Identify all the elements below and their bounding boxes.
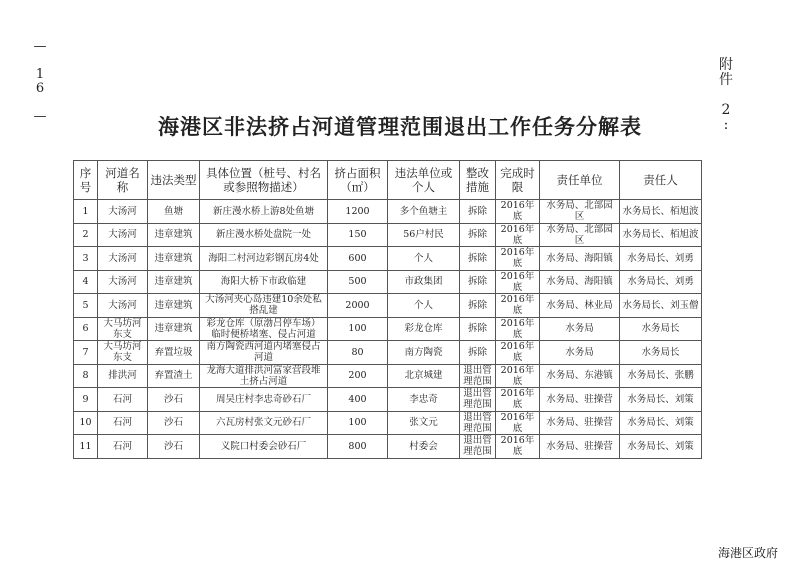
table-header-row <box>74 161 702 200</box>
table-cell: 1200 <box>328 200 388 224</box>
table-cell: 200 <box>328 364 388 388</box>
table-cell: 大汤河 <box>98 270 148 294</box>
table-cell: 4 <box>74 270 98 294</box>
table-cell: 拆除 <box>460 247 496 271</box>
table-cell: 海阳大桥下市政临建 <box>200 270 328 294</box>
table-cell: 大汤河 <box>98 247 148 271</box>
table-cell: 6 <box>74 317 98 341</box>
table-cell: 56户村民 <box>388 223 460 247</box>
table-cell: 鱼塘 <box>148 200 200 224</box>
table-cell: 水务局长、刘策 <box>620 411 702 435</box>
table-cell: 多个鱼塘主 <box>388 200 460 224</box>
table-row <box>74 341 702 365</box>
table-cell: 义院口村委会砂石厂 <box>200 435 328 459</box>
table-row <box>74 364 702 388</box>
table-cell: 大马坊河东支 <box>98 317 148 341</box>
table-row <box>74 247 702 271</box>
table-cell: 大汤河 <box>98 294 148 318</box>
column-header: 完成时限 <box>496 161 540 200</box>
table-cell: 张文元 <box>388 411 460 435</box>
table-row <box>74 317 702 341</box>
column-header: 责任人 <box>620 161 702 200</box>
table-cell: 海阳二村河边彩钢瓦房4处 <box>200 247 328 271</box>
table-cell: 2016年底 <box>496 411 540 435</box>
table-cell: 500 <box>328 270 388 294</box>
table-cell: 400 <box>328 388 388 412</box>
table-cell: 水务局长 <box>620 341 702 365</box>
table-cell: 排洪河 <box>98 364 148 388</box>
table-cell: 600 <box>328 247 388 271</box>
table-cell: 水务局、北部园区 <box>540 223 620 247</box>
table-cell: 3 <box>74 247 98 271</box>
table-row <box>74 435 702 459</box>
table-cell: 水务局、北部园区 <box>540 200 620 224</box>
table-row <box>74 411 702 435</box>
table-cell: 水务局 <box>540 341 620 365</box>
table-cell: 80 <box>328 341 388 365</box>
table-cell: 2016年底 <box>496 223 540 247</box>
column-header: 整改措施 <box>460 161 496 200</box>
table-row <box>74 294 702 318</box>
table-cell: 退出管理范围 <box>460 388 496 412</box>
table-cell: 市政集团 <box>388 270 460 294</box>
table-cell: 个人 <box>388 294 460 318</box>
column-header: 序号 <box>74 161 98 200</box>
table-cell: 龙海大道排洪河富家营段堆土挤占河道 <box>200 364 328 388</box>
table-cell: 大汤河 <box>98 223 148 247</box>
table-cell: 违章建筑 <box>148 294 200 318</box>
table-cell: 水务局、驻操营 <box>540 435 620 459</box>
table-cell: 六瓦房村张文元砂石厂 <box>200 411 328 435</box>
table-cell: 拆除 <box>460 341 496 365</box>
page-number: — 1 6 — <box>33 39 47 124</box>
table-cell: 水务局长、刘策 <box>620 388 702 412</box>
table-cell: 2016年底 <box>496 294 540 318</box>
table-cell: 违章建筑 <box>148 270 200 294</box>
table-row <box>74 388 702 412</box>
column-header: 河道名称 <box>98 161 148 200</box>
table-cell: 水务局、海阳镇 <box>540 270 620 294</box>
table-cell: 9 <box>74 388 98 412</box>
table-cell: 拆除 <box>460 270 496 294</box>
table-cell: 弃置垃圾 <box>148 341 200 365</box>
table-cell: 大汤河 <box>98 200 148 224</box>
table-cell: 拆除 <box>460 223 496 247</box>
table-row <box>74 223 702 247</box>
document-title: 海港区非法挤占河道管理范围退出工作任务分解表 <box>158 114 642 139</box>
table-cell: 水务局长、刘策 <box>620 435 702 459</box>
table-cell: 11 <box>74 435 98 459</box>
table-cell: 南方陶瓷西河道内堵塞侵占河道 <box>200 341 328 365</box>
table-cell: 2016年底 <box>496 270 540 294</box>
attachment-label: 附 件 2 : <box>719 57 733 133</box>
table-cell: 2016年底 <box>496 388 540 412</box>
table-cell: 彩龙仓库（原渤吕停车场）临时便桥堵塞、侵占河道 <box>200 317 328 341</box>
table-cell: 新庄漫水桥上游8处鱼塘 <box>200 200 328 224</box>
table-cell: 水务局长、栢旭波 <box>620 200 702 224</box>
table-cell: 2016年底 <box>496 341 540 365</box>
task-table <box>73 160 702 459</box>
table-cell: 大马坊河东支 <box>98 341 148 365</box>
table-cell: 100 <box>328 411 388 435</box>
table-cell: 水务局、东港镇 <box>540 364 620 388</box>
table-cell: 水务局长、张鹏 <box>620 364 702 388</box>
table-cell: 个人 <box>388 247 460 271</box>
table-cell: 8 <box>74 364 98 388</box>
table-cell: 李忠奇 <box>388 388 460 412</box>
table-cell: 违章建筑 <box>148 223 200 247</box>
table-cell: 2016年底 <box>496 200 540 224</box>
source-watermark: 海港区政府 <box>718 546 779 560</box>
table-cell: 大汤河夹心岛违建10余处私搭乱建 <box>200 294 328 318</box>
table-cell: 2 <box>74 223 98 247</box>
table-cell: 2016年底 <box>496 435 540 459</box>
column-header: 挤占面积（㎡） <box>328 161 388 200</box>
table-cell: 2000 <box>328 294 388 318</box>
table-cell: 水务局、林业局 <box>540 294 620 318</box>
table-cell: 弃置渣土 <box>148 364 200 388</box>
table-cell: 150 <box>328 223 388 247</box>
table-cell: 5 <box>74 294 98 318</box>
table-cell: 2016年底 <box>496 317 540 341</box>
table-cell: 退出管理范围 <box>460 435 496 459</box>
table-cell: 水务局、驻操营 <box>540 388 620 412</box>
table-cell: 10 <box>74 411 98 435</box>
table-cell: 水务局长、栢旭波 <box>620 223 702 247</box>
table-cell: 拆除 <box>460 200 496 224</box>
table-cell: 水务局长、刘勇 <box>620 270 702 294</box>
table-cell: 水务局、海阳镇 <box>540 247 620 271</box>
table-cell: 水务局 <box>540 317 620 341</box>
column-header: 责任单位 <box>540 161 620 200</box>
table-cell: 违章建筑 <box>148 247 200 271</box>
table-cell: 石河 <box>98 435 148 459</box>
column-header: 违法类型 <box>148 161 200 200</box>
table-cell: 沙石 <box>148 388 200 412</box>
table-cell: 石河 <box>98 411 148 435</box>
table-cell: 800 <box>328 435 388 459</box>
table-cell: 石河 <box>98 388 148 412</box>
table-cell: 水务局、驻操营 <box>540 411 620 435</box>
table-cell: 2016年底 <box>496 247 540 271</box>
column-header: 违法单位或个人 <box>388 161 460 200</box>
table-cell: 退出管理范围 <box>460 411 496 435</box>
table-row <box>74 200 702 224</box>
table-cell: 2016年底 <box>496 364 540 388</box>
table-cell: 水务局长、刘玉僧 <box>620 294 702 318</box>
table-cell: 拆除 <box>460 294 496 318</box>
table-cell: 违章建筑 <box>148 317 200 341</box>
table-cell: 拆除 <box>460 317 496 341</box>
table-cell: 北京城建 <box>388 364 460 388</box>
column-header: 具体位置（桩号、村名或参照物描述） <box>200 161 328 200</box>
table-cell: 沙石 <box>148 435 200 459</box>
table-cell: 7 <box>74 341 98 365</box>
table-cell: 村委会 <box>388 435 460 459</box>
table-cell: 水务局长、刘勇 <box>620 247 702 271</box>
table-cell: 南方陶瓷 <box>388 341 460 365</box>
table-cell: 彩龙仓库 <box>388 317 460 341</box>
table-cell: 100 <box>328 317 388 341</box>
table-cell: 1 <box>74 200 98 224</box>
table-cell: 沙石 <box>148 411 200 435</box>
table-cell: 新庄漫水桥处盘院一处 <box>200 223 328 247</box>
table-cell: 周吴庄村李忠奇砂石厂 <box>200 388 328 412</box>
table-cell: 退出管理范围 <box>460 364 496 388</box>
table-cell: 水务局长 <box>620 317 702 341</box>
table-row <box>74 270 702 294</box>
